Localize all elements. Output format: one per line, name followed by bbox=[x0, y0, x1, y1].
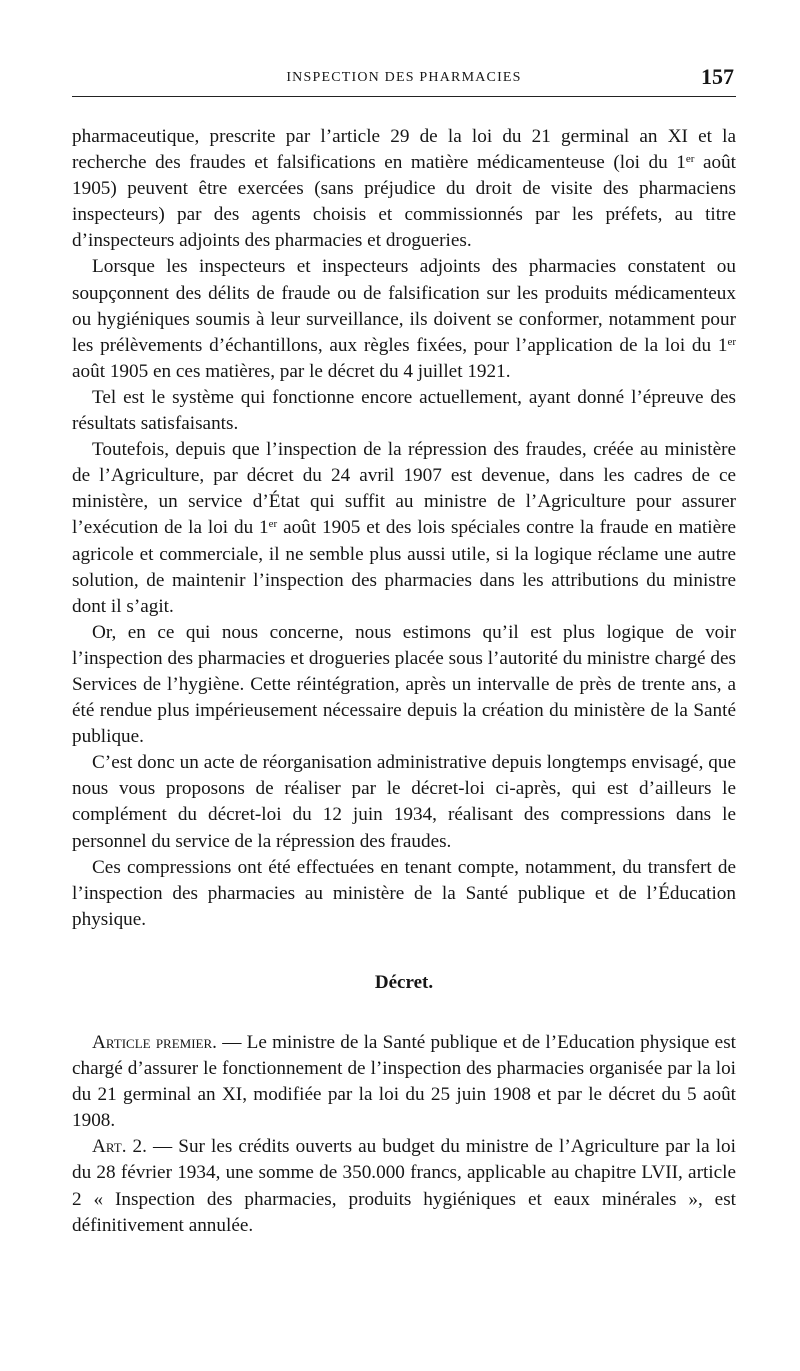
body-text bbox=[72, 124, 736, 1239]
paragraph-5: Or, en ce qui nous concerne, nous estimons qu’il est plus logique de voir l’inspection des pharmacies et drogueries placée sous l’autorité du ministre chargé des Services de l’hygiène. Cette réintégration, après un intervalle de près de trente ans, a été rendue plus impérieusement nécessaire depuis la création du ministère de la Santé publique. bbox=[72, 621, 736, 748]
running-title: INSPECTION DES PHARMACIES bbox=[286, 70, 522, 85]
paragraph-1 bbox=[72, 124, 736, 254]
paragraph-4-text-a: Toutefois, depuis que l’inspection de la répression des fraudes, créée au ministère de l’Agriculture, par décret du 24 avril 1907 est devenue, dans les cadres de ce ministère, un service d’État qui suffit au ministre de l’Agriculture pour assurer l’exécution de la loi du 1 bbox=[72, 439, 736, 539]
paragraph-1-text-a: pharmaceutique, prescrite par l’article 29 de la loi du 21 germinal an XI et la recherche des fraudes et falsifications en matière médicamenteuse (loi du 1 bbox=[72, 126, 736, 174]
decree-heading: Décret. bbox=[374, 971, 434, 993]
paragraph-2-text-b: août 1905 en ces matières, par le décret du 4 juillet 1921. bbox=[72, 360, 511, 382]
page-number: 157 bbox=[701, 64, 734, 89]
ordinal-suffix: er bbox=[685, 153, 695, 166]
article-2 bbox=[72, 1134, 736, 1238]
article-2-text: — Sur les crédits ouverts au budget du ministre de l’Agriculture par la loi du 28 février 1934, une somme de 350.000 francs, applicable au chapitre LVII, article 2 « Inspection des pharmacies, produits hygiéniques et eaux minérales », est définitivement annulée. bbox=[72, 1136, 736, 1236]
paragraph-1-text-b: août 1905) peuvent être exercées (sans préjudice du droit de visite des pharmaciens inspecteurs) par des agents choisis et commissionnés par les préfets, au titre d’inspecteurs adjoints des pharmacies et drogueries. bbox=[72, 152, 736, 252]
paragraph-2 bbox=[72, 254, 736, 384]
article-1-label: Article premier. bbox=[92, 1032, 217, 1053]
article-2-label: Art. 2. bbox=[92, 1136, 147, 1158]
paragraph-3: Tel est le système qui fonctionne encore actuellement, ayant donné l’épreuve des résultats satisfaisants. bbox=[72, 386, 736, 435]
paragraph-4-text-b: août 1905 et des lois spéciales contre la fraude en matière agricole et commerciale, il ne semble plus aussi utile, si la logique réclame une autre solution, de maintenir l’inspection des pharmacies dans les attributions du ministre dont il s’agit. bbox=[72, 517, 736, 617]
ordinal-suffix: er bbox=[727, 335, 736, 348]
paragraph-7: Ces compressions ont été effectuées en tenant compte, notamment, du transfert de l’inspection des pharmacies au ministère de la Santé publique et de l’Éducation physique. bbox=[72, 856, 736, 930]
article-1 bbox=[72, 1030, 736, 1134]
paragraph-6: C’est donc un acte de réorganisation administrative depuis longtemps envisagé, que nous vous proposons de réaliser par le décret-loi ci-après, qui est d’ailleurs le complément du décret-loi du 12 juin 1934, réalisant des compressions dans le personnel du service de la répression des fraudes. bbox=[72, 752, 736, 852]
article-1-text: — Le ministre de la Santé publique et de l’Education physique est chargé d’assurer le fonctionnement de l’inspection des pharmacies organisée par la loi du 21 germinal an XI, modifiée par la loi du 25 juin 1908 et par le décret du 5 août 1908. bbox=[72, 1032, 736, 1132]
ordinal-suffix: er bbox=[268, 518, 278, 531]
paragraph-2-text-a: Lorsque les inspecteurs et inspecteurs adjoints des pharmacies constatent ou soupçonnent des délits de fraude ou de falsification sur les produits médicamenteux ou hygiéniques soumis à leur surveillance, ils doivent se conformer, notamment pour les prélèvements d’échantillons, aux règles fixées, pour l’application de la loi du 1 bbox=[72, 256, 736, 356]
paragraph-4 bbox=[72, 437, 736, 620]
running-header bbox=[72, 62, 736, 97]
